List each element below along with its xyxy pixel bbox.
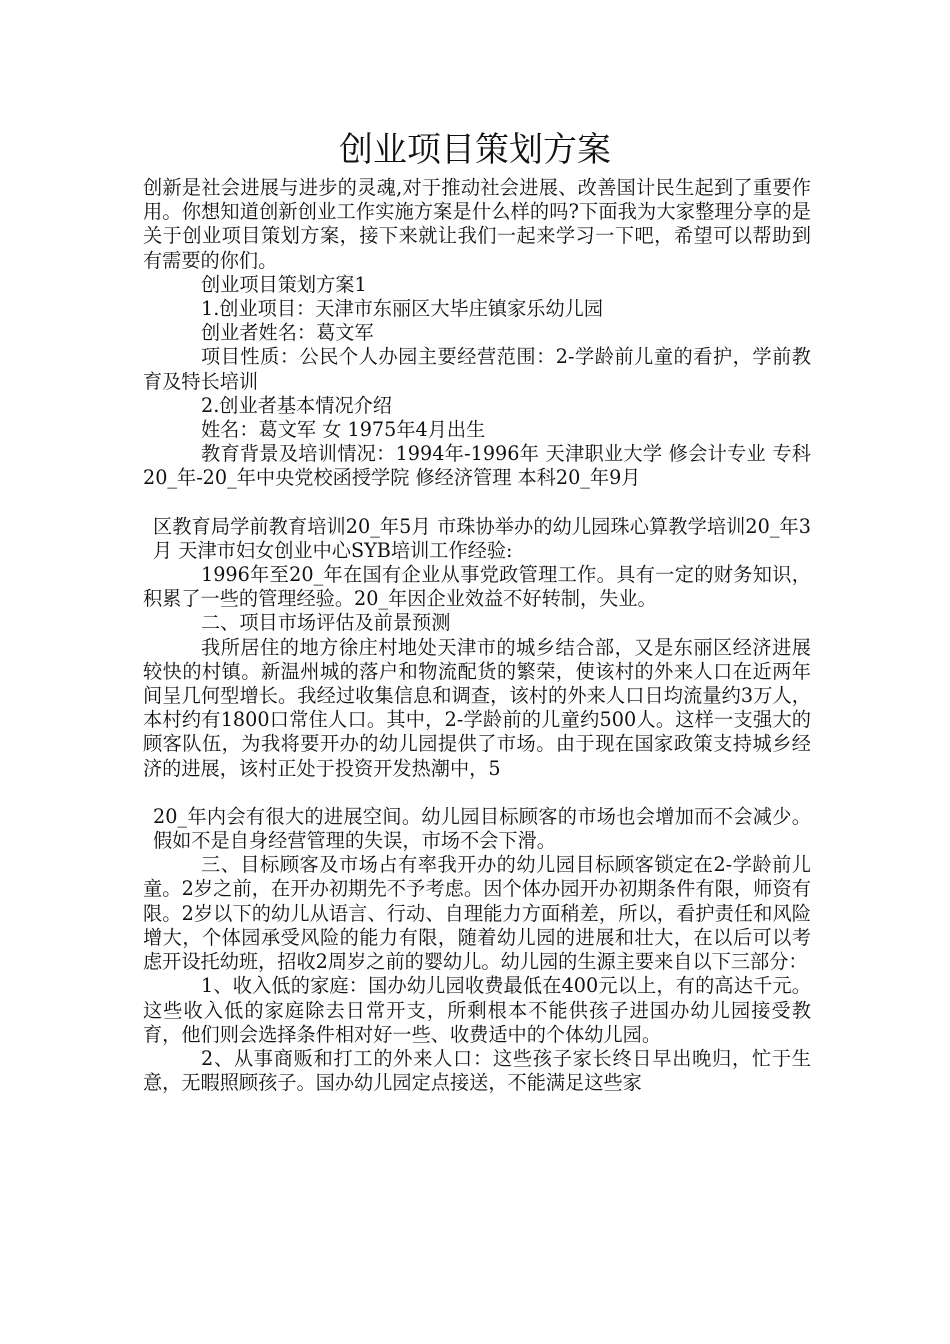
- paragraph: 2.创业者基本情况介绍: [201, 393, 392, 417]
- paragraph: 项目性质：公民个人办园主要经营范围：2-学龄前儿童的看护，学前教育及特长培训: [143, 345, 811, 393]
- paragraph: 创业者姓名：葛文军: [201, 321, 374, 345]
- paragraph-spacer: [143, 781, 811, 805]
- paragraph: 三、目标顾客及市场占有率我开办的幼儿园目标顾客锁定在2-学龄前儿童。2岁之前，在开办初期先不予考虑。因个体办园开办初期条件有限，师资有限。2岁以下的幼儿从语言、行动、自理能力方面稍差，所以，看护责任和风险增大，个体园承受风险的能力有限，随着幼儿园的进展和壮大，在以后可以考虑开设托幼班，招收2周岁之前的婴幼儿。幼儿园的生源主要来自以下三部分：: [143, 853, 811, 974]
- document-title: 创业项目策划方案: [339, 130, 611, 170]
- paragraph: 1996年至20_年在国有企业从事党政管理工作。具有一定的财务知识，积累了一些的管理经验。20_年因企业效益不好转制，失业。: [143, 563, 811, 611]
- paragraph: 创业项目策划方案1: [201, 272, 367, 296]
- paragraph: 二、项目市场评估及前景预测: [201, 611, 451, 635]
- paragraph-spacer: [143, 491, 811, 515]
- paragraph: 2、从事商贩和打工的外来人口：这些孩子家长终日早出晚归，忙于生意，无暇照顾孩子。国办幼儿园定点接送，不能满足这些家: [143, 1046, 811, 1095]
- paragraph: 1、收入低的家庭：国办幼儿园收费最低在400元以上，有的高达千元。这些收入低的家庭除去日常开支，所剩根本不能供孩子进国办幼儿园接受教育，他们则会选择条件相对好一些、收费适中的个体幼儿园。: [143, 974, 811, 1046]
- paragraph: 区教育局学前教育培训20_年5月 市珠协举办的幼儿园珠心算教学培训20_年3月 天津市妇女创业中心SYB培训工作经验:: [153, 514, 812, 562]
- paragraph: 1.创业项目：天津市东丽区大毕庄镇家乐幼儿园: [201, 297, 604, 321]
- paragraph: 姓名：葛文军 女 1975年4月出生: [201, 418, 486, 442]
- document-body: [143, 176, 811, 1095]
- paragraph: 我所居住的地方徐庄村地处天津市的城乡结合部，又是东丽区经济进展较快的村镇。新温州城的落户和物流配货的繁荣，使该村的外来人口在近两年间呈几何型增长。我经过收集信息和调查，该村的外来人口日均流量约3万人，本村约有1800口常住人口。其中，2-学龄前的儿童约500人。这样一支强大的顾客队伍，为我将要开办的幼儿园提供了市场。由于现在国家政策支持城乡经济的进展，该村正处于投资开发热潮中，5: [143, 635, 811, 780]
- paragraph: 20_年内会有很大的进展空间。幼儿园目标顾客的市场也会增加而不会减少。假如不是自身经营管理的失误，市场不会下滑。: [153, 804, 811, 853]
- paragraph: 创新是社会进展与进步的灵魂,对于推动社会进展、改善国计民生起到了重要作用。你想知道创新创业工作实施方案是什么样的吗?下面我为大家整理分享的是关于创业项目策划方案，接下来就让我们一起来学习一下吧，希望可以帮助到有需要的你们。: [143, 176, 811, 272]
- paragraph: 教育背景及培训情况：1994年-1996年 天津职业大学 修会计专业 专科20_年-20_年中央党校函授学院 修经济管理 本科20_年9月: [143, 442, 811, 490]
